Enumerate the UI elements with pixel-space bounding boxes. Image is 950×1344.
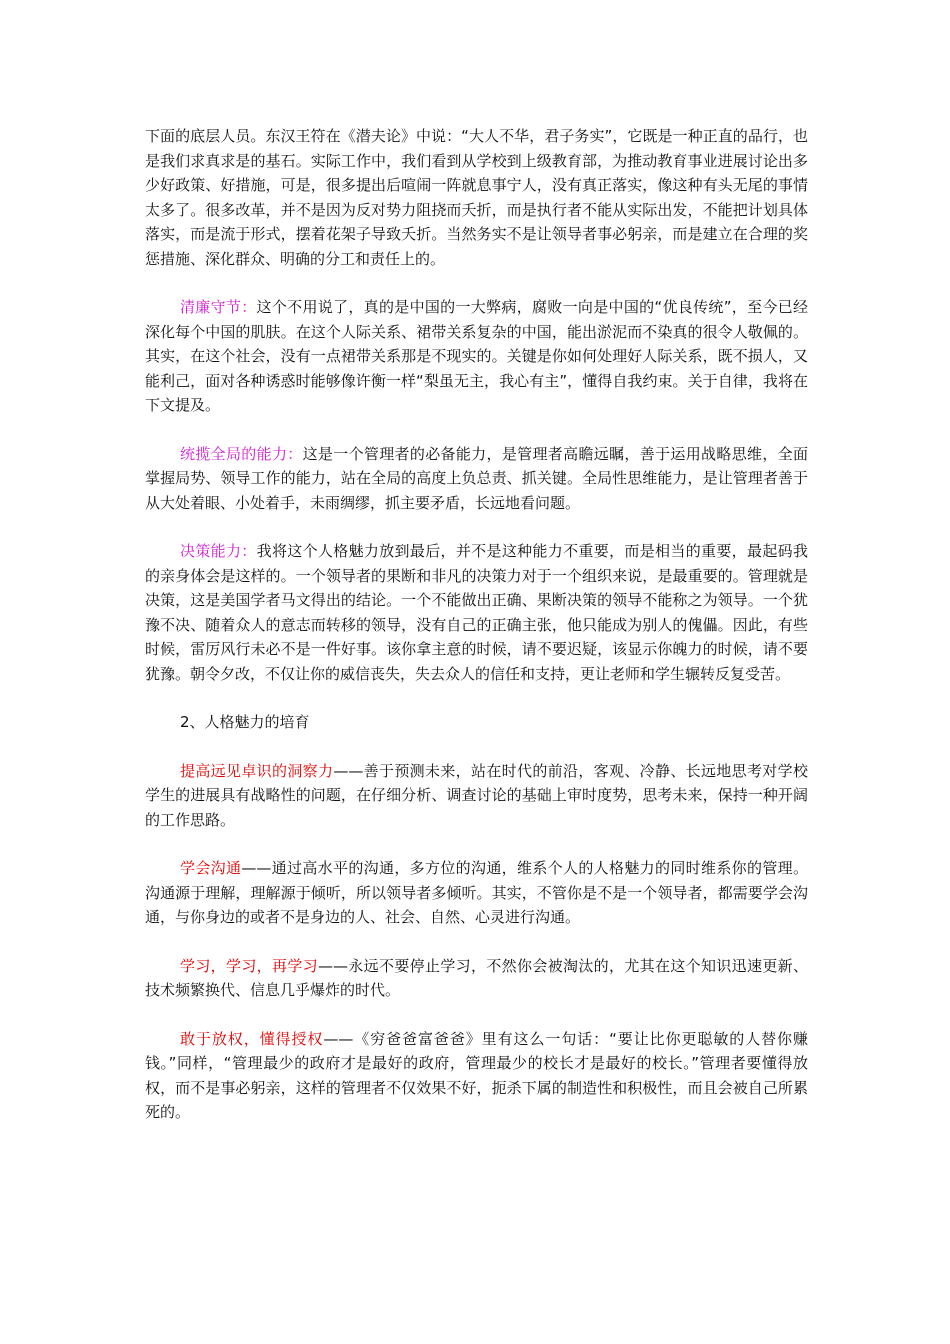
paragraph-practicality (145, 124, 808, 271)
paragraph-overall-view (145, 442, 808, 516)
paragraph-lead-term: 清廉守节： (180, 298, 257, 316)
paragraph-text: ——永远不要停止学习，不然你会被淘汰的，尤其在这个知识迅速更新、技术频繁换代、信息几乎爆炸的时代。 (145, 956, 808, 999)
paragraph-text: ——善于预测未来，站在时代的前沿，客观、冷静、长远地思考对学校学生的进展具有战略性的问题，在仔细分析、调查讨论的基础上审时度势，思考未来，保持一种开阔的工作思路。 (145, 761, 808, 829)
paragraph-lead-term: 提高远见卓识的洞察力 (180, 761, 334, 780)
paragraph-decision (145, 539, 808, 686)
paragraph-text: 我将这个人格魅力放到最后，并不是这种能力不重要，而是相当的重要，最起码我的亲身体会是这样的。一个领导者的果断和非凡的决策力对于一个组织来说，是最重要的。管理就是决策，这是美国学者马文得出的结论。一个不能做出正确、果断决策的领导不能称之为领导。一个犹豫不决、随着众人的意志而转移的领导，没有自己的正确主张，他只能成为别人的傀儡。因此，有些时候，雷厉风行未必不是一件好事。该你拿主意的时候，请不要迟疑，该显示你魄力的时候，请不要犹豫。朝令夕改，不仅让你的威信丧失，失去众人的信任和支持，更让老师和学生辗转反复受苦。 (145, 542, 808, 683)
paragraph-text: 这是一个管理者的必备能力，是管理者高瞻远瞩，善于运用战略思维，全面掌握局势、领导工作的能力，站在全局的高度上负总责、抓关键。全局性思维能力，是让管理者善于从大处着眼、小处着手，未雨绸缪，抓主要矛盾，长远地看问题。 (145, 444, 808, 512)
paragraph-integrity (145, 295, 808, 418)
paragraph-lead-term: 决策能力： (180, 542, 257, 560)
paragraph-lead-term: 统揽全局的能力： (180, 444, 303, 463)
paragraph-lead-term: 学习，学习，再学习 (180, 956, 318, 975)
paragraph-lead-term: 敢于放权，懂得授权 (180, 1029, 324, 1048)
paragraph-lead-term: 学会沟通 (180, 859, 242, 877)
paragraph-text: ——《穷爸爸富爸爸》里有这么一句话：“要让比你更聪敏的人替你赚钱。”同样，“管理最少的政府才是最好的政府，管理最少的校长才是最好的校长。”管理者要懂得放权，而不是事必躬亲，这样的管理者不仅效果不好，扼杀下属的制造性和积极性，而且会被自己所累死的。 (145, 1029, 808, 1121)
paragraph-learning (145, 954, 808, 1003)
paragraph-text: 下面的底层人员。东汉王符在《潜夫论》中说：“大人不华，君子务实”，它既是一种正直的品行，也是我们求真求是的基石。实际工作中，我们看到从学校到上级教育部，为推动教育事业进展讨论出多少好政策、好措施，可是，很多提出后喧闹一阵就息事宁人，没有真正落实，像这种有头无尾的事情太多了。很多改革，并不是因为反对势力阻挠而夭折，而是执行者不能从实际出发，不能把计划具体落实，而是流于形式，摆着花架子导致夭折。当然务实不是让领导者事必躬亲，而是建立在合理的奖惩措施、深化群众、明确的分工和责任上的。 (145, 127, 808, 268)
paragraph-text: ——通过高水平的沟通，多方位的沟通，维系个人的人格魅力的同时维系你的管理。沟通源于理解，理解源于倾听，所以领导者多倾听。其实，不管你是不是一个领导者，都需要学会沟通，与你身边的或者不是身边的人、社会、自然、心灵进行沟通。 (145, 859, 808, 926)
section-heading: 2、人格魅力的培育 (180, 713, 310, 731)
paragraph-delegation (145, 1027, 808, 1125)
document-page (145, 124, 808, 1149)
paragraph-communication (145, 856, 808, 930)
paragraph-insight (145, 759, 808, 833)
paragraph-text: 这个不用说了，真的是中国的一大弊病，腐败一向是中国的“优良传统”，至今已经深化每个中国的肌肤。在这个人际关系、裙带关系复杂的中国，能出淤泥而不染真的很令人敬佩的。其实，在这个社会，没有一点裙带关系那是不现实的。关键是你如何处理好人际关系，既不损人，又能利己，面对各种诱惑时能够像许衡一样“梨虽无主，我心有主”，懂得自我约束。关于自律，我将在下文提及。 (145, 298, 808, 414)
